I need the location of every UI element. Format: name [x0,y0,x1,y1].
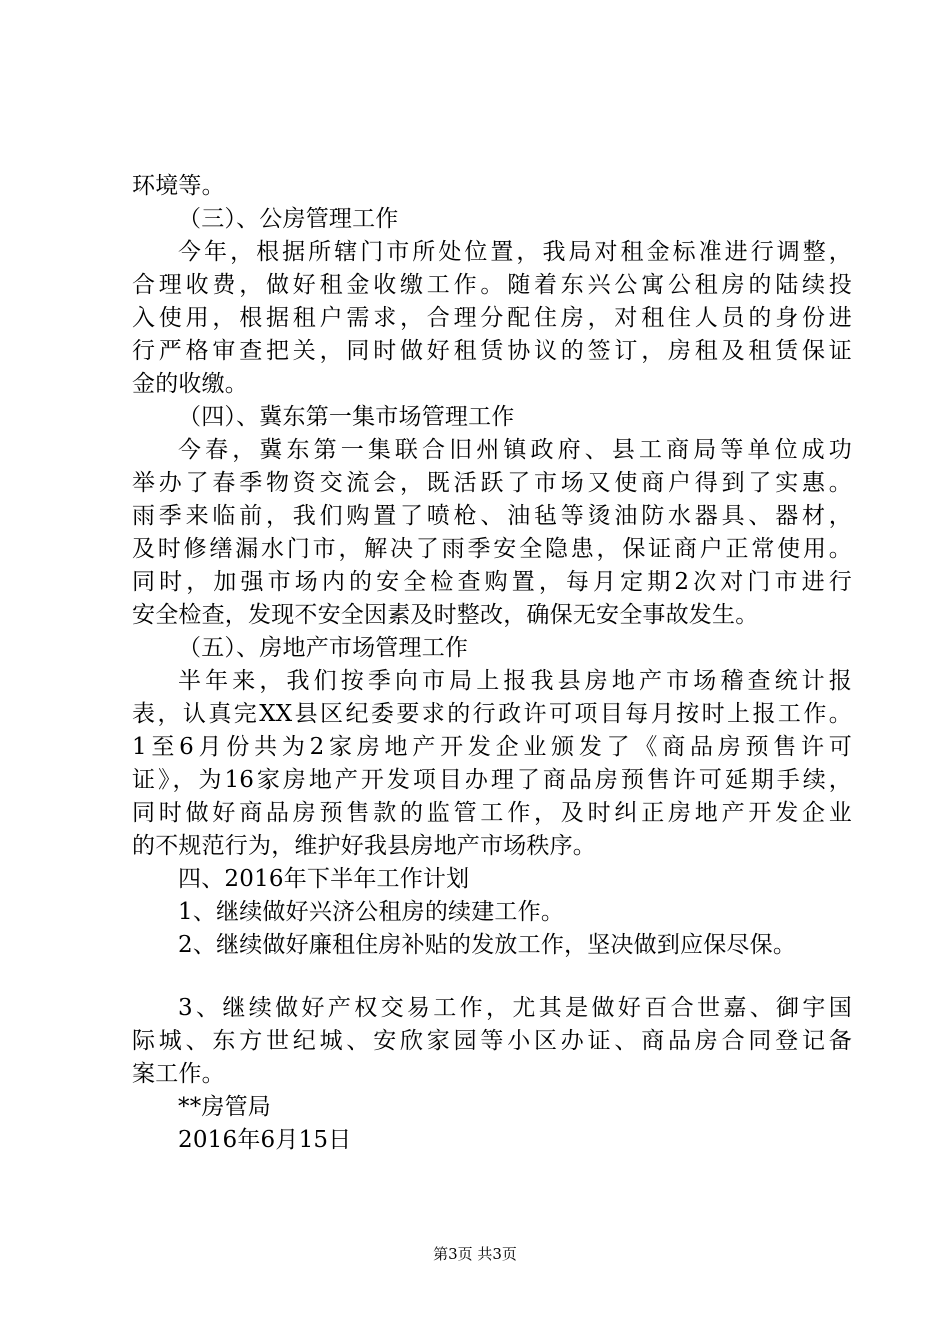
paragraph-line: 际城、东方世纪城、安欣家园等小区办证、商品房合同登记备 [132,1028,852,1054]
section-heading: （三）、公房管理工作 [178,206,399,232]
section-heading: （四）、冀东第一集市场管理工作 [178,404,515,430]
paragraph-line: 金的收缴。 [132,371,248,397]
list-item: 1、继续做好兴济公租房的续建工作。 [178,899,565,925]
paragraph-line: 行严格审查把关，同时做好租赁协议的签订，房租及租赁保证 [132,338,852,364]
paragraph-line: 同时，加强市场内的安全检查购置，每月定期2次对门市进行 [132,569,852,595]
paragraph-line: 1至6月份共为2家房地产开发企业颁发了《商品房预售许可 [132,734,852,760]
section-heading: 四、2016年下半年工作计划 [178,866,470,892]
paragraph-line: 的不规范行为，维护好我县房地产市场秩序。 [132,833,596,859]
paragraph-line: 半年来，我们按季向市局上报我县房地产市场稽查统计报 [178,668,852,694]
page-footer: 第3页 共3页 [433,1245,517,1263]
section-heading: （五）、房地产市场管理工作 [178,635,469,661]
paragraph-line: 入使用，根据租户需求，合理分配住房，对租住人员的身份进 [132,305,852,331]
paragraph-gap [132,962,852,992]
list-item: 2、继续做好廉租住房补贴的发放工作，坚决做到应保尽保。 [178,932,797,958]
paragraph-line: 同时做好商品房预售款的监管工作，及时纠正房地产开发企业 [132,800,852,826]
paragraph-line: 今年，根据所辖门市所处位置，我局对租金标准进行调整， [178,239,852,265]
list-item: 3、继续做好产权交易工作，尤其是做好百合世嘉、御宇国 [178,995,852,1021]
paragraph-line: 安全检查，发现不安全因素及时整改，确保无安全事故发生。 [132,602,759,628]
paragraph-line: 证》，为16家房地产开发项目办理了商品房预售许可延期手续， [132,767,852,793]
paragraph-line: 雨季来临前，我们购置了喷枪、油毡等烫油防水器具、器材， [132,503,852,529]
paragraph-line: 今春，冀东第一集联合旧州镇政府、县工商局等单位成功 [178,437,852,463]
paragraph-line: 及时修缮漏水门市，解决了雨季安全隐患，保证商户正常使用。 [132,536,852,562]
paragraph-line: 表，认真完XX县区纪委要求的行政许可项目每月按时上报工作。 [132,701,852,727]
document-body [132,170,852,1157]
paragraph-line: 合理收费，做好租金收缴工作。随着东兴公寓公租房的陆续投 [132,272,852,298]
paragraph-line: 环境等。 [132,173,225,199]
signature-org: **房管局 [178,1094,271,1120]
paragraph-line: 案工作。 [132,1061,225,1087]
signature-date: 2016年6月15日 [178,1127,352,1153]
paragraph-line: 举办了春季物资交流会，既活跃了市场又使商户得到了实惠。 [132,470,852,496]
